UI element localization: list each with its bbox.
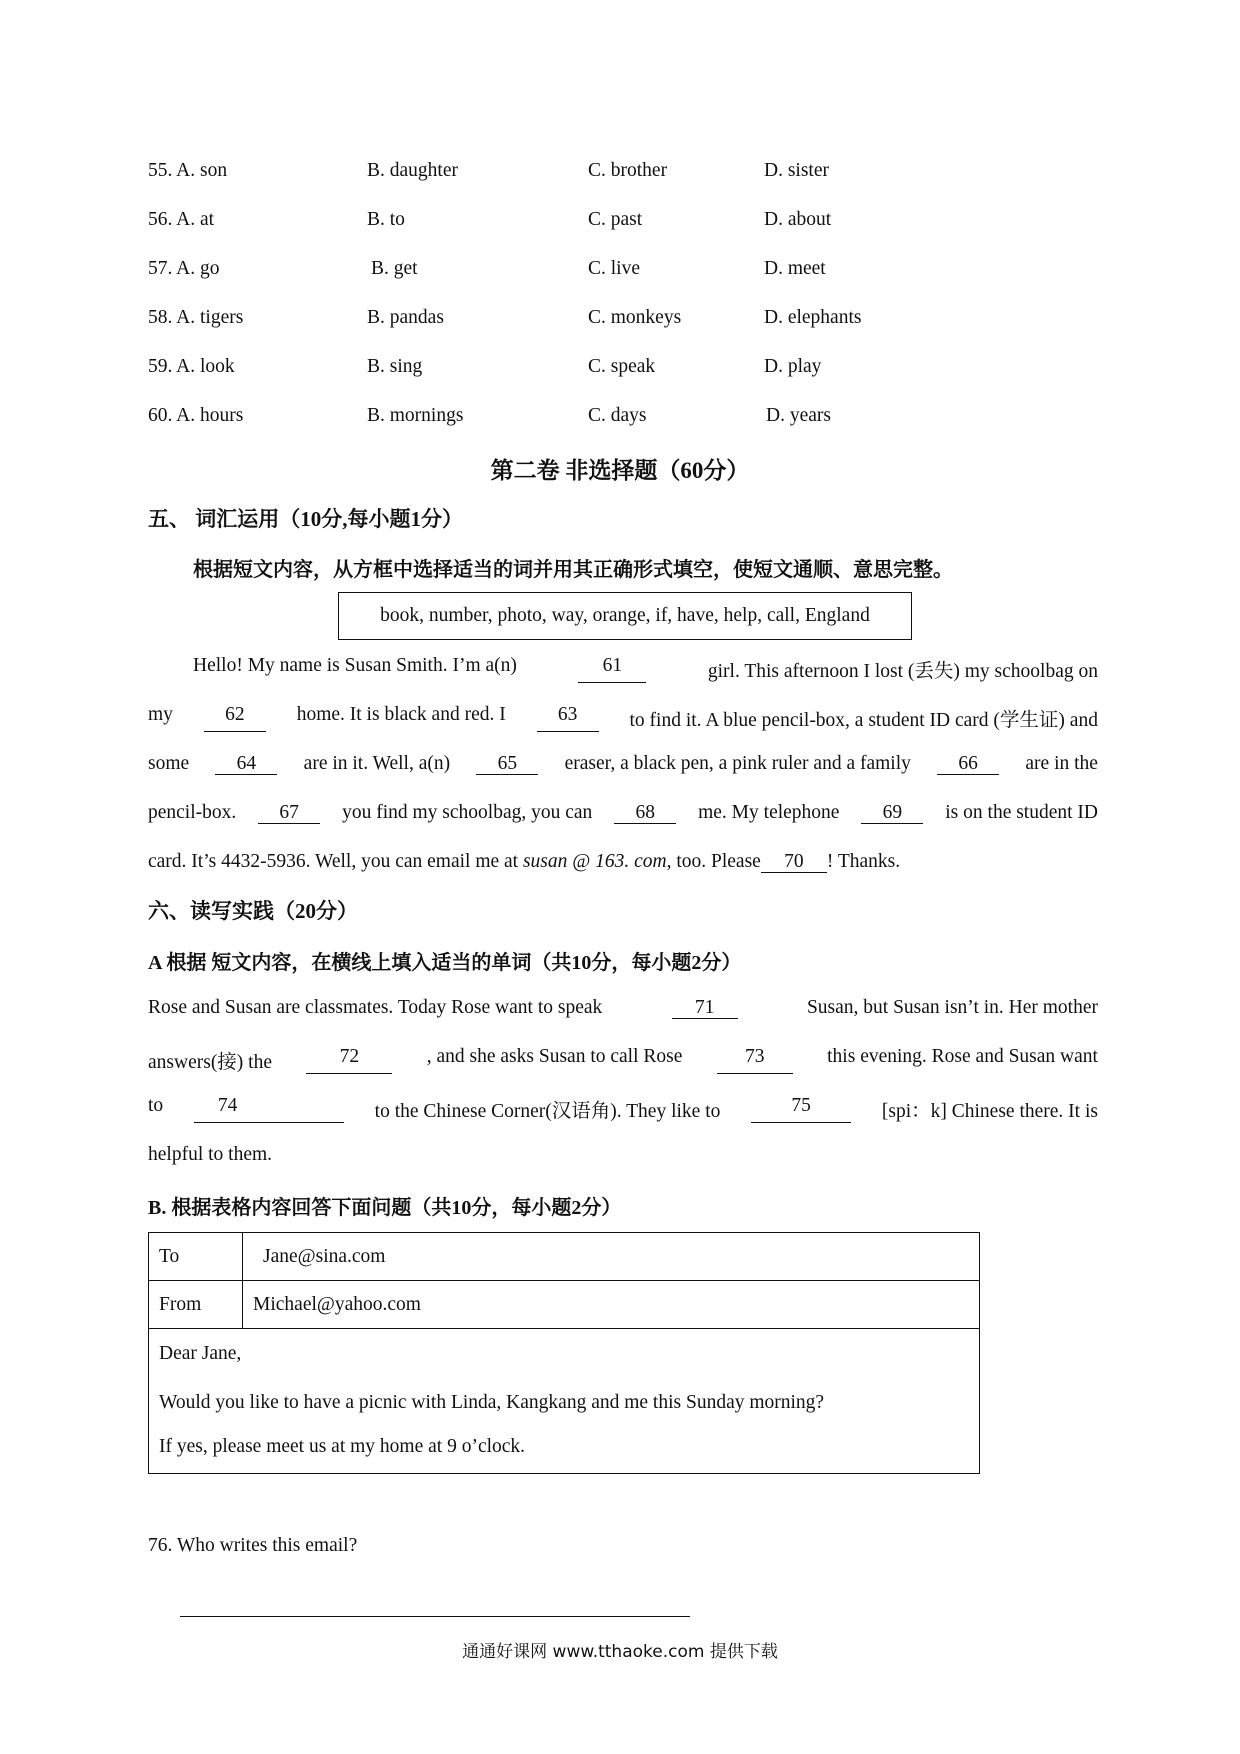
text: ! Thanks. <box>826 851 901 872</box>
option-d: D. meet <box>764 258 826 279</box>
option-row <box>0 258 1240 288</box>
option-a: 57. A. go <box>148 258 220 279</box>
blank-66[interactable]: 66 <box>937 753 999 775</box>
text: you find my schoolbag, you can <box>342 802 593 823</box>
email-text: susan @ 163. com <box>522 851 667 872</box>
text: are in the <box>1025 753 1098 774</box>
option-row <box>0 356 1240 386</box>
option-row <box>0 307 1240 337</box>
text: , too. Please <box>666 851 761 872</box>
text: [spi：k] Chinese there. It is <box>881 1101 1098 1122</box>
email-from-value: Michael@yahoo.com <box>243 1281 980 1329</box>
text: some <box>148 753 190 774</box>
text: my <box>148 704 173 725</box>
blank-73[interactable]: 73 <box>717 1046 793 1074</box>
text: Hello! My name is Susan Smith. I’m a(n) <box>193 655 517 676</box>
text: Rose and Susan are classmates. Today Rose want to speak <box>148 997 603 1018</box>
answer-line[interactable] <box>180 1616 690 1617</box>
option-b: B. sing <box>367 356 423 377</box>
blank-64[interactable]: 64 <box>215 753 277 775</box>
text: , and she asks Susan to call Rose <box>426 1046 683 1067</box>
email-to-value: Jane@sina.com <box>243 1233 980 1281</box>
email-from-row <box>149 1281 980 1329</box>
option-a: 56. A. at <box>148 209 215 230</box>
blank-75[interactable]: 75 <box>751 1095 851 1123</box>
blank-61[interactable]: 61 <box>578 655 646 683</box>
option-d: D. about <box>764 209 832 230</box>
blank-70[interactable]: 70 <box>761 851 827 873</box>
email-line: If yes, please meet us at my home at 9 o’clock. <box>159 1436 526 1457</box>
option-d: D. sister <box>764 160 829 181</box>
email-table <box>148 1232 980 1474</box>
part2-title: 第二卷 非选择题（60分） <box>490 458 750 483</box>
passage-line <box>148 851 1098 873</box>
blank-71[interactable]: 71 <box>672 997 738 1019</box>
text: to the Chinese Corner(汉语角). They like to <box>374 1101 721 1122</box>
text: helpful to them. <box>148 1144 273 1165</box>
blank-69[interactable]: 69 <box>861 802 923 824</box>
email-body <box>149 1329 980 1474</box>
question-76: 76. Who writes this email? <box>148 1535 358 1556</box>
section5-heading: 五、 词汇运用（10分,每小题1分） <box>148 507 463 531</box>
email-from-label: From <box>149 1281 243 1329</box>
passage-line <box>148 704 1098 732</box>
text: girl. This afternoon I lost (丢失) my schoolbag on <box>707 661 1098 682</box>
section6-heading: 六、读写实践（20分） <box>148 899 358 923</box>
partA-passage <box>148 997 1098 1197</box>
text: are in it. Well, a(n) <box>303 753 451 774</box>
text: this evening. Rose and Susan want <box>827 1046 1098 1067</box>
blank-74[interactable]: 74 <box>194 1095 344 1123</box>
passage-line <box>148 802 1098 824</box>
option-b: B. pandas <box>367 307 444 328</box>
passage-line <box>148 997 1098 1019</box>
text: pencil-box. <box>148 802 237 823</box>
email-line: Would you like to have a picnic with Linda, Kangkang and me this Sunday morning? <box>159 1392 825 1413</box>
text: is on the student ID <box>945 802 1098 823</box>
option-d: D. play <box>764 356 822 377</box>
email-body-row <box>149 1329 980 1474</box>
option-b: B. get <box>371 258 418 279</box>
partB-heading: B. 根据表格内容回答下面问题（共10分，每小题2分） <box>148 1197 622 1219</box>
option-a: 58. A. tigers <box>148 307 244 328</box>
option-c: C. brother <box>588 160 668 181</box>
blank-65[interactable]: 65 <box>476 753 538 775</box>
section5-instruction: 根据短文内容，从方框中选择适当的词并用其正确形式填空，使短文通顺、意思完整。 <box>193 559 953 581</box>
passage-line <box>148 1095 1098 1123</box>
option-b: B. mornings <box>367 405 464 426</box>
option-a: 59. A. look <box>148 356 235 377</box>
option-c: C. past <box>588 209 643 230</box>
option-c: C. monkeys <box>588 307 682 328</box>
blank-67[interactable]: 67 <box>258 802 320 824</box>
blank-63[interactable]: 63 <box>537 704 599 732</box>
option-d: D. elephants <box>764 307 862 328</box>
passage-line <box>148 1144 1098 1166</box>
section5-passage <box>148 655 1098 895</box>
option-c: C. live <box>588 258 640 279</box>
blank-68[interactable]: 68 <box>614 802 676 824</box>
text: answers(接) the <box>148 1052 272 1073</box>
option-row <box>0 209 1240 239</box>
text: Susan, but Susan isn’t in. Her mother <box>806 997 1098 1018</box>
option-d: D. years <box>766 405 831 426</box>
option-b: B. daughter <box>367 160 458 181</box>
email-to-label: To <box>149 1233 243 1281</box>
option-b: B. to <box>367 209 405 230</box>
passage-line <box>148 1046 1098 1074</box>
option-row <box>0 405 1240 435</box>
text: to <box>148 1095 164 1116</box>
option-row <box>0 160 1240 190</box>
passage-line <box>148 753 1098 775</box>
email-to-row <box>149 1233 980 1281</box>
option-a: 55. A. son <box>148 160 228 181</box>
text: home. It is black and red. I <box>296 704 506 725</box>
blank-62[interactable]: 62 <box>204 704 266 732</box>
footer: 通通好课网 www.tthaoke.com 提供下载 <box>462 1642 778 1662</box>
blank-72[interactable]: 72 <box>306 1046 392 1074</box>
passage-line <box>193 655 1098 683</box>
email-greeting: Dear Jane, <box>159 1343 242 1364</box>
text: eraser, a black pen, a pink ruler and a family <box>564 753 911 774</box>
partA-heading: A 根据 短文内容，在横线上填入适当的单词（共10分，每小题2分） <box>148 952 742 974</box>
option-c: C. days <box>588 405 647 426</box>
text: to find it. A blue pencil-box, a student ID card (学生证) and <box>629 710 1098 731</box>
text: me. My telephone <box>698 802 840 823</box>
option-a: 60. A. hours <box>148 405 244 426</box>
option-c: C. speak <box>588 356 656 377</box>
text: card. It’s 4432-5936. Well, you can email me at <box>148 851 519 872</box>
word-box: book, number, photo, way, orange, if, have, help, call, England <box>338 592 912 640</box>
